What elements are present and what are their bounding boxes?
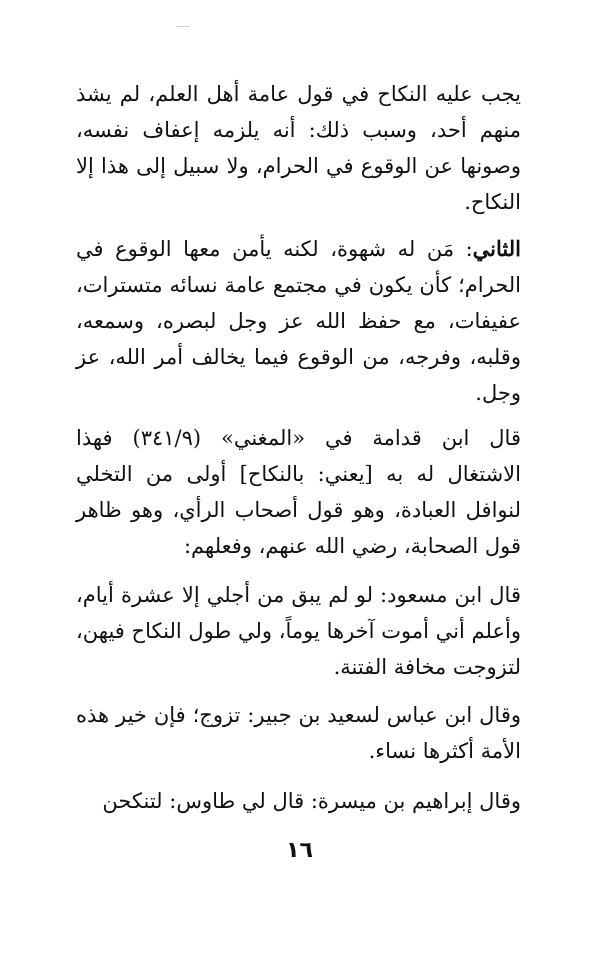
paragraph-text: وقال إبراهيم بن ميسرة: قال لي طاوس: لتنكحن (102, 789, 521, 813)
paragraph-ibn-masud (76, 577, 521, 685)
paragraph-text: قال ابن قدامة في «المغني» (٣٤١/٩) فهذا الاشتغال له به [يعني: بالنكاح] أولى من التخلي لنوافل العبادة، وهو قول أصحاب الرأي، وهو ظاهر قول الصحابة، رضي الله عنهم، وفعلهم: (76, 426, 521, 558)
paragraph-ibrahim-ibn-maysarah (76, 783, 521, 819)
paragraph-text: يجب عليه النكاح في قول عامة أهل العلم، لم يشذ منهم أحد، وسبب ذلك: أنه يلزمه إعفاف نفسه، وصونها عن الوقوع في الحرام، ولا سبيل إلى هذا إلا النكاح. (76, 82, 521, 214)
paragraph-second-case (76, 231, 521, 411)
paragraph-body: : مَن له شهوة، لكنه يأمن معها الوقوع في الحرام؛ كأن يكون في مجتمع عامة نسائه متسترات، عفيفات، مع حفظ الله عز وجل لبصره، وسمعه، وقلبه، وفرجه، من الوقوع فيما يخالف أمر الله، عز وجل. (76, 237, 521, 405)
paragraph-obligatory-marriage (76, 76, 521, 220)
section-term: الثاني (472, 236, 521, 261)
page-mark (176, 26, 190, 27)
page-number: ١٦ (286, 838, 313, 863)
paragraph-ibn-qudamah (76, 420, 521, 564)
paragraph-ibn-abbas (76, 697, 521, 769)
paragraph-text: وقال ابن عباس لسعيد بن جبير: تزوج؛ فإن خير هذه الأمة أكثرها نساء. (76, 703, 521, 763)
paragraph-text: قال ابن مسعود: لو لم يبق من أجلي إلا عشرة أيام، وأعلم أني أموت آخرها يوماً، ولي طول النكاح فيهن، لتزوجت مخافة الفتنة. (76, 583, 521, 679)
paragraph-text (76, 231, 521, 411)
